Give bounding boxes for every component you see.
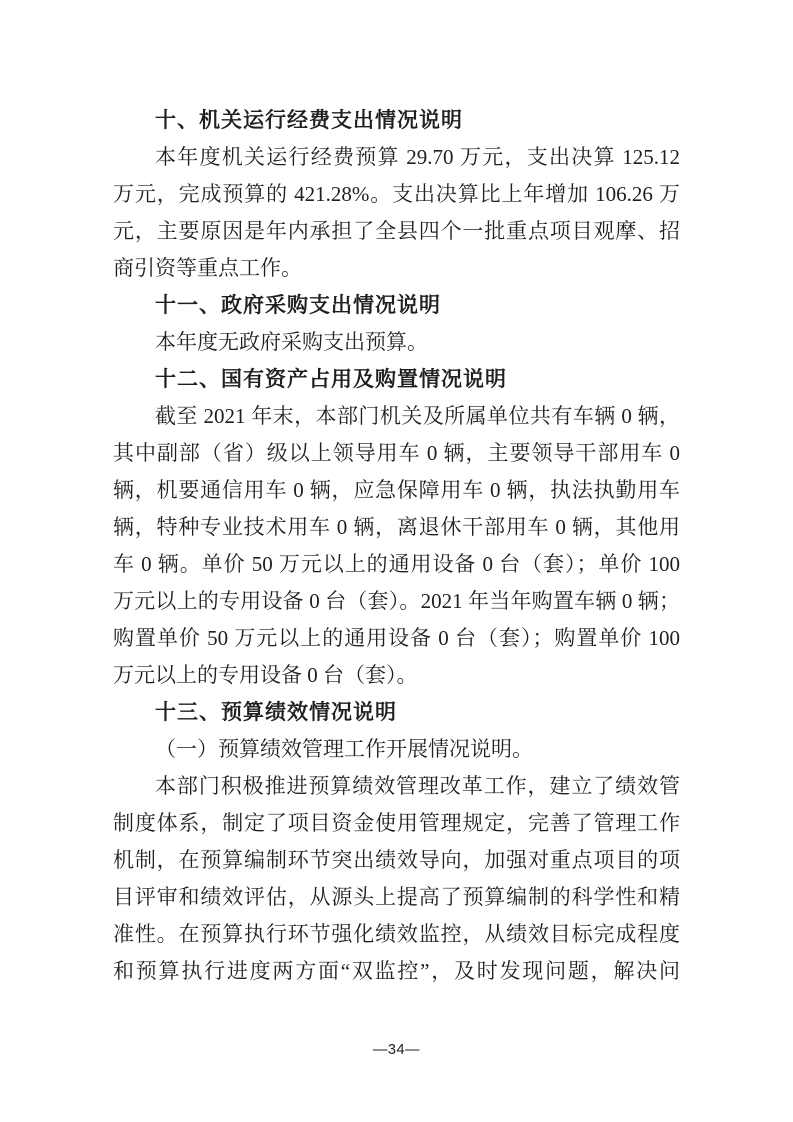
page-footer <box>0 1041 793 1059</box>
document-content <box>113 102 680 990</box>
text-line: 万元以上的专用设备 0 台（套）。2021 年当年购置车辆 0 辆； <box>113 589 680 613</box>
paragraph <box>113 398 680 694</box>
section-heading: 十、机关运行经费支出情况说明 <box>155 109 463 132</box>
text-line: 目评审和绩效评估，从源头上提高了预算编制的科学性和精 <box>113 885 680 909</box>
text-line: 制度体系，制定了项目资金使用管理规定，完善了管理工作 <box>113 811 680 835</box>
text-line: 商引资等重点工作。 <box>113 256 302 280</box>
text-line: 其中副部（省）级以上领导用车 0 辆，主要领导干部用车 0 <box>113 441 680 465</box>
text-line: 和预算执行进度两方面“双监控”，及时发现问题，解决问 <box>113 959 680 983</box>
section-heading: 十三、预算绩效情况说明 <box>155 701 397 724</box>
section-heading: 十二、国有资产占用及购置情况说明 <box>155 368 507 391</box>
text-line: 本年度无政府采购支出预算。 <box>155 330 428 354</box>
text-line: 元，主要原因是年内承担了全县四个一批重点项目观摩、招 <box>113 219 680 243</box>
paragraph <box>113 139 680 287</box>
text-line: 万元以上的专用设备 0 台（套）。 <box>113 663 418 687</box>
text-line: （一）预算绩效管理工作开展情况说明。 <box>155 737 533 761</box>
paragraph <box>113 731 680 768</box>
paragraph <box>113 324 680 361</box>
text-line: 本年度机关运行经费预算 29.70 万元，支出决算 125.12 <box>155 145 680 169</box>
text-line: 机制，在预算编制环节突出绩效导向，加强对重点项目的项 <box>113 848 680 872</box>
text-line: 车 0 辆。单价 50 万元以上的通用设备 0 台（套）；单价 100 <box>113 552 680 576</box>
text-line: 辆，机要通信用车 0 辆，应急保障用车 0 辆，执法执勤用车 <box>113 478 680 502</box>
text-line: 本部门积极推进预算绩效管理改革工作，建立了绩效管 <box>155 774 680 798</box>
text-line: 截至 2021 年末，本部门机关及所属单位共有车辆 0 辆， <box>155 404 680 428</box>
section-heading: 十一、政府采购支出情况说明 <box>155 294 441 317</box>
page-number: —34— <box>372 1042 421 1058</box>
text-line: 辆，特种专业技术用车 0 辆，离退休干部用车 0 辆，其他用 <box>113 515 680 539</box>
paragraph <box>113 768 680 990</box>
text-line: 万元，完成预算的 421.28%。支出决算比上年增加 106.26 万 <box>113 182 680 206</box>
text-line: 准性。在预算执行环节强化绩效监控，从绩效目标完成程度 <box>113 922 680 946</box>
text-line: 购置单价 50 万元以上的通用设备 0 台（套）；购置单价 100 <box>113 626 680 650</box>
